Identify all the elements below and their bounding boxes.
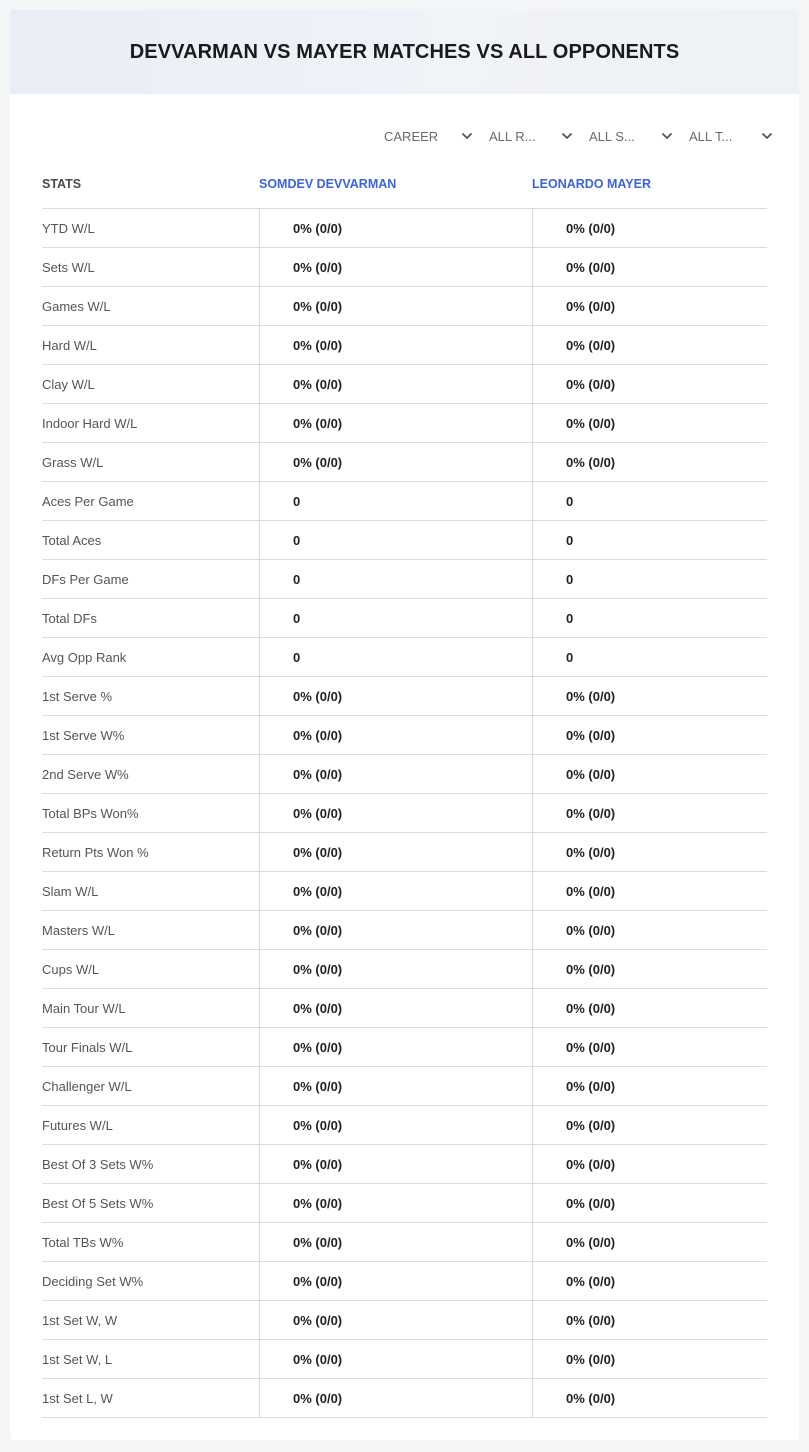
table-row — [42, 482, 767, 521]
player1-value: 0% (0/0) — [259, 209, 532, 247]
table-row — [42, 1262, 767, 1301]
player2-value: 0% (0/0) — [532, 365, 767, 403]
player2-value: 0% (0/0) — [532, 443, 767, 481]
player2-value: 0% (0/0) — [532, 677, 767, 715]
player1-value: 0 — [259, 638, 532, 676]
stat-label: Avg Opp Rank — [42, 649, 127, 665]
player2-value: 0% (0/0) — [532, 1379, 767, 1417]
player1-value: 0 — [259, 482, 532, 520]
player2-value: 0% (0/0) — [532, 287, 767, 325]
card-header — [10, 10, 799, 94]
table-row — [42, 794, 767, 833]
player2-value: 0% (0/0) — [532, 794, 767, 832]
stat-label: YTD W/L — [42, 220, 95, 236]
chevron-down-icon — [461, 130, 473, 142]
table-row — [42, 872, 767, 911]
chevron-down-icon — [561, 130, 573, 142]
table-row — [42, 911, 767, 950]
stat-label: Total Aces — [42, 532, 102, 548]
table-body — [42, 209, 767, 1418]
stat-label: Games W/L — [42, 298, 111, 314]
table-row — [42, 1340, 767, 1379]
stat-label: 1st Set L, W — [42, 1390, 113, 1406]
stat-label: Tour Finals W/L — [42, 1039, 133, 1055]
player1-value: 0% (0/0) — [259, 1340, 532, 1378]
table-row — [42, 1223, 767, 1262]
stat-label: Total DFs — [42, 610, 97, 626]
chevron-down-icon — [761, 130, 773, 142]
stat-label: Main Tour W/L — [42, 1000, 126, 1016]
player1-link[interactable]: SOMDEV DEVVARMAN — [259, 177, 397, 191]
stat-label: Sets W/L — [42, 259, 95, 275]
player2-value: 0 — [532, 482, 767, 520]
player1-value: 0% (0/0) — [259, 755, 532, 793]
player1-value: 0% (0/0) — [259, 404, 532, 442]
player2-value: 0% (0/0) — [532, 1262, 767, 1300]
stat-label: Aces Per Game — [42, 493, 134, 509]
table-row — [42, 209, 767, 248]
player2-value: 0 — [532, 638, 767, 676]
stat-label: Hard W/L — [42, 337, 97, 353]
table-row — [42, 326, 767, 365]
stat-label: 1st Serve W% — [42, 727, 125, 743]
table-header — [42, 160, 767, 209]
stat-label: Best Of 3 Sets W% — [42, 1156, 154, 1172]
player2-value: 0% (0/0) — [532, 872, 767, 910]
stat-label: Futures W/L — [42, 1117, 113, 1133]
player1-value: 0% (0/0) — [259, 833, 532, 871]
table-row — [42, 950, 767, 989]
player1-value: 0 — [259, 599, 532, 637]
stat-label: Total BPs Won% — [42, 805, 139, 821]
stat-label: Challenger W/L — [42, 1078, 132, 1094]
stat-label: Deciding Set W% — [42, 1273, 144, 1289]
player1-value: 0% (0/0) — [259, 872, 532, 910]
player1-value: 0% (0/0) — [259, 716, 532, 754]
stat-label: Grass W/L — [42, 454, 104, 470]
player2-value: 0% (0/0) — [532, 1340, 767, 1378]
player1-value: 0% (0/0) — [259, 677, 532, 715]
player1-value: 0 — [259, 521, 532, 559]
player1-value: 0% (0/0) — [259, 443, 532, 481]
filter-round-select[interactable] — [475, 126, 575, 146]
stats-column-header: STATS — [42, 177, 82, 191]
table-row — [42, 521, 767, 560]
stat-label: 1st Set W, W — [42, 1312, 118, 1328]
filter-period-label: CAREER — [384, 128, 439, 144]
table-row — [42, 248, 767, 287]
table-row — [42, 755, 767, 794]
table-row — [42, 560, 767, 599]
player2-value: 0% (0/0) — [532, 755, 767, 793]
stat-label: Indoor Hard W/L — [42, 415, 138, 431]
stat-label: Masters W/L — [42, 922, 115, 938]
player1-value: 0% (0/0) — [259, 1262, 532, 1300]
table-row — [42, 287, 767, 326]
table-row — [42, 1145, 767, 1184]
player1-value: 0% (0/0) — [259, 1379, 532, 1417]
filter-period-select[interactable] — [375, 126, 475, 146]
table-row — [42, 989, 767, 1028]
filter-round-label: ALL R... — [489, 128, 536, 144]
player2-value: 0 — [532, 599, 767, 637]
player2-value: 0% (0/0) — [532, 404, 767, 442]
player2-value: 0% (0/0) — [532, 326, 767, 364]
player2-value: 0% (0/0) — [532, 911, 767, 949]
table-row — [42, 1301, 767, 1340]
player2-value: 0% (0/0) — [532, 1301, 767, 1339]
player2-value: 0% (0/0) — [532, 833, 767, 871]
table-row — [42, 599, 767, 638]
stat-label: Return Pts Won % — [42, 844, 149, 860]
player1-value: 0% (0/0) — [259, 365, 532, 403]
player2-value: 0% (0/0) — [532, 209, 767, 247]
player1-value: 0% (0/0) — [259, 248, 532, 286]
stat-label: Total TBs W% — [42, 1234, 124, 1250]
table-row — [42, 1106, 767, 1145]
player1-value: 0% (0/0) — [259, 911, 532, 949]
player2-link[interactable]: LEONARDO MAYER — [532, 177, 651, 191]
filter-surface-label: ALL S... — [589, 128, 635, 144]
player1-value: 0% (0/0) — [259, 1301, 532, 1339]
player2-value: 0% (0/0) — [532, 248, 767, 286]
player2-value: 0% (0/0) — [532, 1223, 767, 1261]
player1-value: 0% (0/0) — [259, 1028, 532, 1066]
player1-value: 0% (0/0) — [259, 1184, 532, 1222]
filter-surface-select[interactable] — [575, 126, 675, 146]
table-row — [42, 677, 767, 716]
page-title: DEVVARMAN VS MAYER MATCHES VS ALL OPPONENTS — [129, 40, 680, 63]
filter-bar — [375, 126, 775, 146]
chevron-down-icon — [661, 130, 673, 142]
player1-value: 0% (0/0) — [259, 989, 532, 1027]
filter-tournament-label: ALL T... — [689, 128, 733, 144]
table-row — [42, 365, 767, 404]
table-row — [42, 1379, 767, 1418]
stat-label: Best Of 5 Sets W% — [42, 1195, 154, 1211]
table-row — [42, 1067, 767, 1106]
player2-value: 0% (0/0) — [532, 1184, 767, 1222]
table-row — [42, 833, 767, 872]
player1-value: 0% (0/0) — [259, 326, 532, 364]
player2-value: 0% (0/0) — [532, 716, 767, 754]
player2-value: 0 — [532, 560, 767, 598]
stat-label: 1st Serve % — [42, 688, 113, 704]
player2-value: 0% (0/0) — [532, 1106, 767, 1144]
table-row — [42, 716, 767, 755]
stat-label: 2nd Serve W% — [42, 766, 129, 782]
player2-value: 0% (0/0) — [532, 989, 767, 1027]
stats-card — [10, 10, 799, 1440]
stat-label: Cups W/L — [42, 961, 100, 977]
table-row — [42, 443, 767, 482]
player1-value: 0% (0/0) — [259, 1223, 532, 1261]
player1-value: 0% (0/0) — [259, 950, 532, 988]
table-row — [42, 1184, 767, 1223]
player1-value: 0% (0/0) — [259, 287, 532, 325]
player2-value: 0% (0/0) — [532, 1028, 767, 1066]
table-row — [42, 638, 767, 677]
player2-value: 0% (0/0) — [532, 1145, 767, 1183]
stat-label: 1st Set W, L — [42, 1351, 113, 1367]
filter-tournament-select[interactable] — [675, 126, 775, 146]
stat-label: Slam W/L — [42, 883, 99, 899]
player2-value: 0 — [532, 521, 767, 559]
stat-label: Clay W/L — [42, 376, 95, 392]
table-row — [42, 1028, 767, 1067]
player1-value: 0% (0/0) — [259, 1145, 532, 1183]
player1-value: 0% (0/0) — [259, 1106, 532, 1144]
stat-label: DFs Per Game — [42, 571, 129, 587]
stats-table — [42, 160, 767, 1418]
player1-value: 0% (0/0) — [259, 794, 532, 832]
player1-value: 0% (0/0) — [259, 1067, 532, 1105]
table-row — [42, 404, 767, 443]
player2-value: 0% (0/0) — [532, 1067, 767, 1105]
player1-value: 0 — [259, 560, 532, 598]
player2-value: 0% (0/0) — [532, 950, 767, 988]
